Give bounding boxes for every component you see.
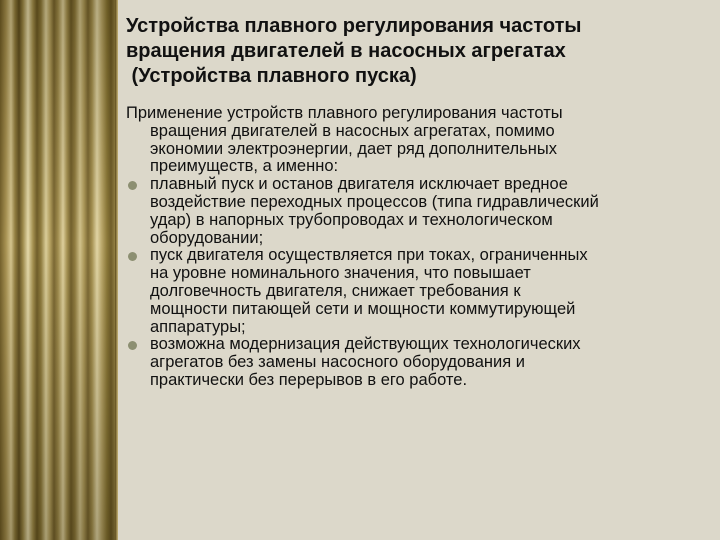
bullet-item <box>126 176 706 247</box>
bullet-item <box>126 247 706 336</box>
bullet-line: плавный пуск и останов двигателя исключает вредное <box>150 175 568 194</box>
title-line: (Устройства плавного пуска) <box>126 65 417 87</box>
bullet-line: оборудовании; <box>150 228 264 247</box>
bullet-line: на уровне номинального значения, что повышает <box>150 264 531 283</box>
bullet-line: возможна модернизация действующих технологических <box>150 335 581 354</box>
bullet-dot-icon <box>128 341 137 350</box>
bullet-line: пуск двигателя осуществляется при токах, ограниченных <box>150 246 588 265</box>
bullet-line: удар) в напорных трубопроводах и технологическом <box>150 210 553 229</box>
panel-shading <box>0 0 115 540</box>
bullet-line: аппаратуры; <box>150 317 246 336</box>
bullet-line: агрегатов без замены насосного оборудования и <box>150 353 525 372</box>
slide-content <box>126 0 706 390</box>
bullet-dot-icon <box>128 252 137 261</box>
intro-line: преимуществ, а именно: <box>150 157 339 176</box>
title-line: вращения двигателей в насосных агрегатах <box>126 40 566 62</box>
slide-body <box>126 105 706 390</box>
bullet-line: практически без перерывов в его работе. <box>150 370 468 389</box>
title-line: Устройства плавного регулирования частоты <box>126 15 582 37</box>
intro-line: Применение устройств плавного регулирования частоты <box>126 104 563 122</box>
intro-line: экономии электроэнергии, дает ряд дополнительных <box>150 139 557 158</box>
slide-title <box>126 14 706 89</box>
bullet-line: воздействие переходных процессов (типа гидравлический <box>150 192 599 211</box>
bullet-line: долговечность двигателя, снижает требования к <box>150 281 521 300</box>
intro-paragraph <box>126 105 706 176</box>
bullet-item <box>126 336 706 389</box>
panel-edge <box>115 0 118 540</box>
bullet-dot-icon <box>128 181 137 190</box>
bullet-line: мощности питающей сети и мощности коммутирующей <box>150 299 576 318</box>
intro-line: вращения двигателей в насосных агрегатах, помимо <box>150 121 555 140</box>
